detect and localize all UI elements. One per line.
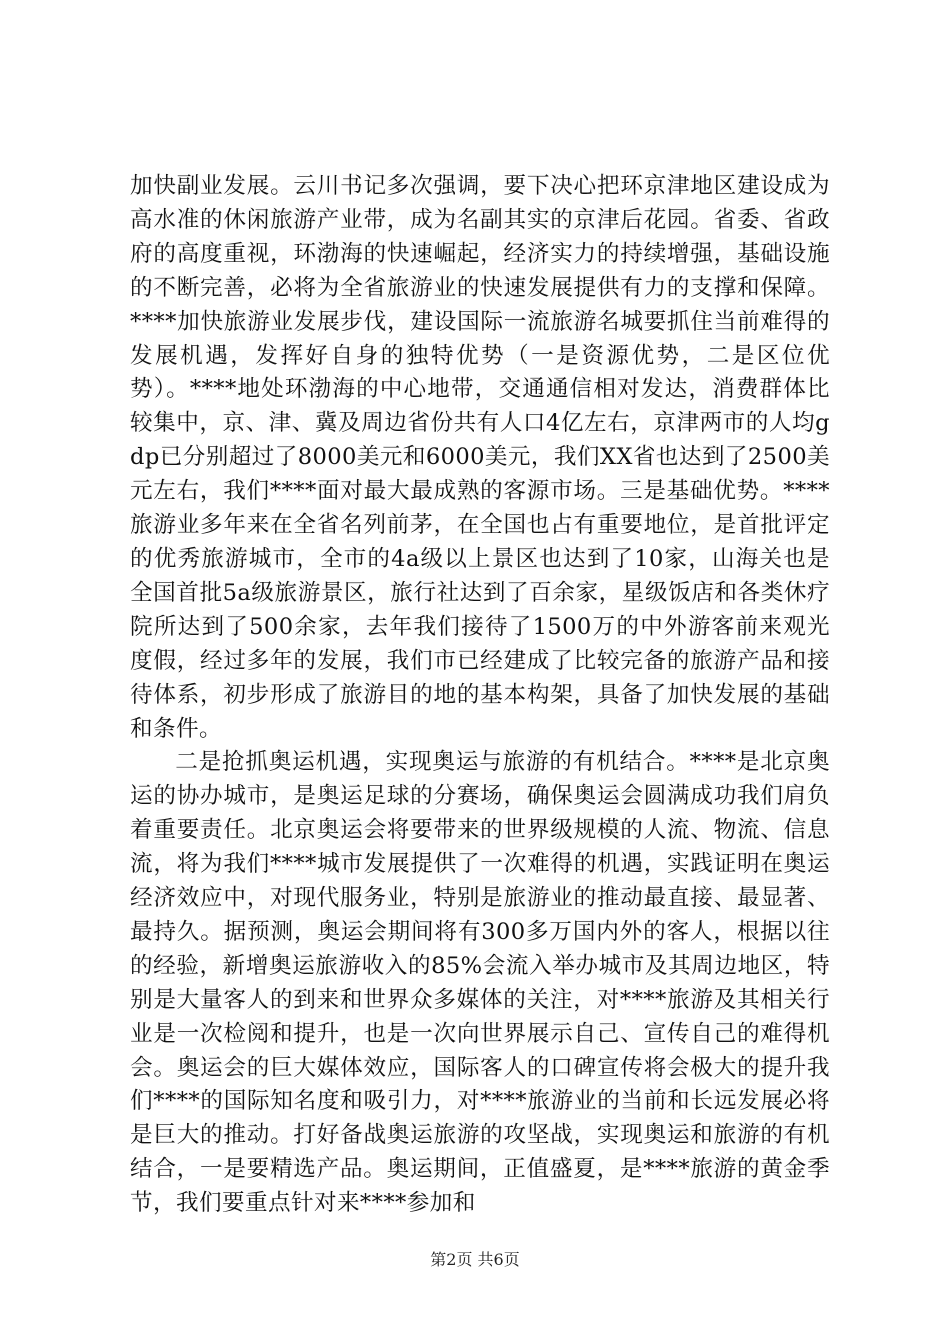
paragraph-2: 二是抢抓奥运机遇，实现奥运与旅游的有机结合。****是北京奥运的协办城市，是奥运足球的分赛场，确保奥运会圆满成功我们肩负着重要责任。北京奥运会将要带来的世界级规模的人流、物流、信息流，将为我们****城市发展提供了一次难得的机遇，实践证明在奥运经济效应中，对现代服务业，特别是旅游业的推动最直接、最显著、最持久。据预测，奥运会期间将有300多万国内外的客人，根据以往的经验，新增奥运旅游收入的85%会流入举办城市及其周边地区，特别是大量客人的到来和世界众多媒体的关注，对****旅游及其相关行业是一次检阅和提升，也是一次向世界展示自己、宣传自己的难得机会。奥运会的巨大媒体效应，国际客人的口碑宣传将会极大的提升我们****的国际知名度和吸引力，对****旅游业的当前和长远发展必将是巨大的推动。打好备战奥运旅游的攻坚战，实现奥运和旅游的有机结合，一是要精选产品。奥运期间，正值盛夏，是****旅游的黄金季节，我们要重点针对来****参加和 bbox=[130, 749, 830, 1217]
document-body bbox=[130, 170, 830, 1221]
page-footer: 第2页 共6页 bbox=[430, 1250, 520, 1269]
paragraph-1: 加快副业发展。云川书记多次强调，要下决心把环京津地区建设成为高水准的休闲旅游产业带，成为名副其实的京津后花园。省委、省政府的高度重视，环渤海的快速崛起，经济实力的持续增强，基础设施的不断完善，必将为全省旅游业的快速发展提供有力的支撑和保障。****加快旅游业发展步伐，建设国际一流旅游名城要抓住当前难得的发展机遇，发挥好自身的独特优势（一是资源优势，二是区位优势）。****地处环渤海的中心地带，交通通信相对发达，消费群体比较集中，京、津、冀及周边省份共有人口4亿左右，京津两市的人均gdp已分别超过了8000美元和6000美元，我们XX省也达到了2500美元左右，我们****面对最大最成熟的客源市场。三是基础优势。****旅游业多年来在全省名列前茅，在全国也占有重要地位，是首批评定的优秀旅游城市，全市的4a级以上景区也达到了10家，山海关也是全国首批5a级旅游景区，旅行社达到了百余家，星级饭店和各类休疗院所达到了500余家，去年我们接待了1500万的中外游客前来观光度假，经过多年的发展，我们市已经建成了比较完备的旅游产品和接待体系，初步形成了旅游目的地的基本构架，具备了加快发展的基础和条件。 bbox=[130, 173, 830, 742]
